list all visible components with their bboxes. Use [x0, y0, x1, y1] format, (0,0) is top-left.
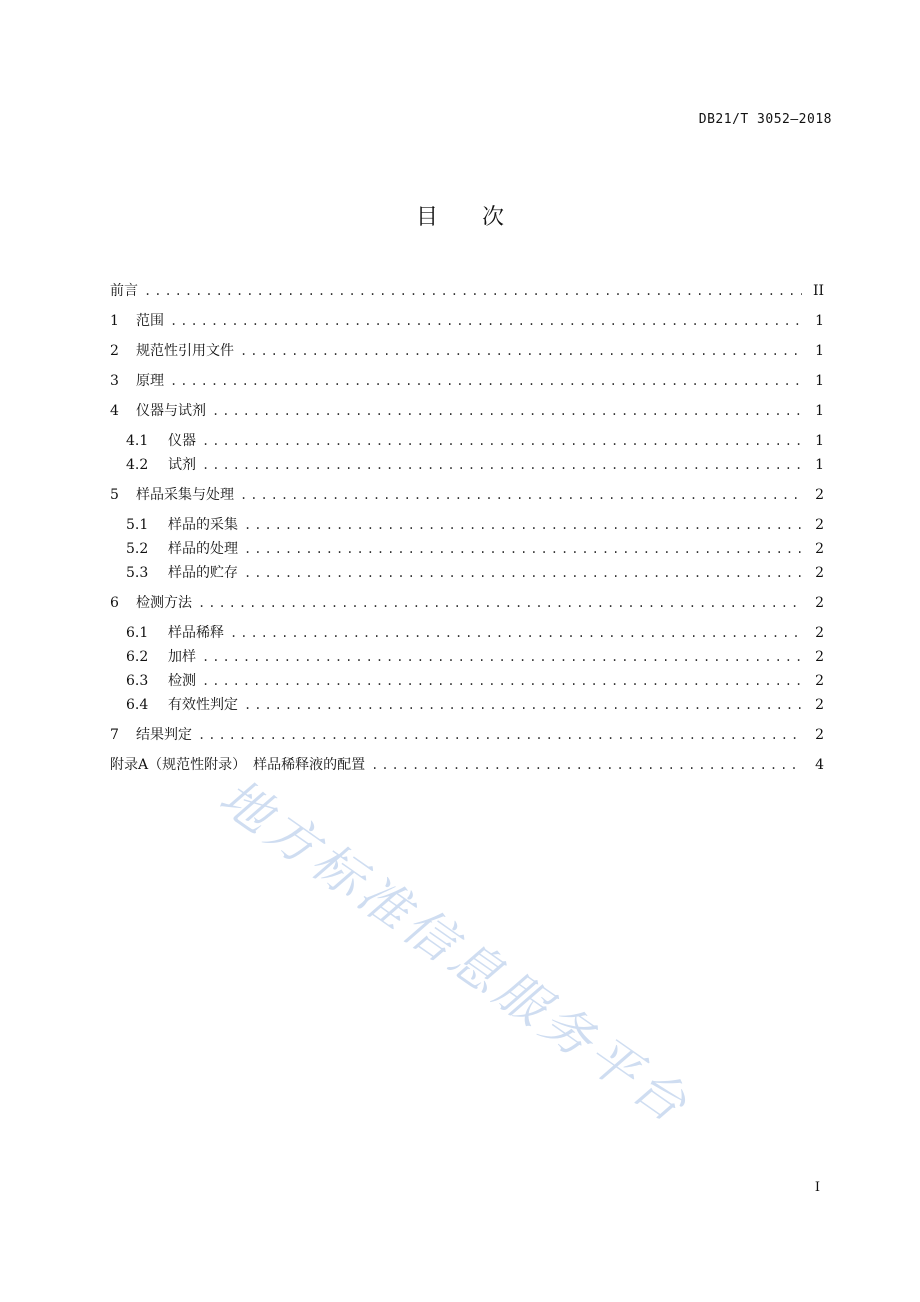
toc-entry-page: 1 — [815, 403, 824, 419]
toc-entry-page: 2 — [815, 565, 824, 581]
toc-entry-page: 2 — [815, 727, 824, 743]
toc-entry-label: 有效性判定 — [168, 697, 238, 713]
toc-entry-label: 结果判定 — [136, 727, 192, 743]
toc-entry-page: 2 — [815, 487, 824, 503]
toc-entry-page: 2 — [815, 625, 824, 641]
toc-entry[interactable] — [110, 591, 824, 615]
toc-entry-number: 4.1 — [126, 433, 149, 449]
watermark-text: 地方标准信息服务平台 — [209, 767, 702, 1137]
toc-entry-page: 2 — [815, 673, 824, 689]
toc-entry-label: 样品稀释 — [168, 625, 224, 641]
toc-entry-page: 1 — [815, 373, 824, 389]
toc-entry-page: 2 — [815, 649, 824, 665]
toc-entry-label: 样品的贮存 — [168, 565, 238, 581]
toc-entry[interactable] — [110, 309, 824, 333]
dot-leader — [212, 399, 802, 423]
toc-entry-number: 4.2 — [126, 457, 149, 473]
toc-entry-label: 原理 — [136, 373, 164, 389]
toc-subentry[interactable] — [110, 561, 824, 585]
toc-subentry[interactable] — [110, 453, 824, 477]
dot-leader — [230, 621, 802, 645]
toc-entry[interactable] — [110, 483, 824, 507]
toc-subentry[interactable] — [110, 645, 824, 669]
toc-entry-label: 试剂 — [168, 457, 196, 473]
dot-leader — [170, 369, 802, 393]
dot-leader — [244, 561, 802, 585]
toc-entry-number: 4 — [110, 403, 119, 419]
toc-entry-label: 规范性引用文件 — [136, 343, 234, 359]
toc-entry-label: 样品的采集 — [168, 517, 238, 533]
dot-leader — [198, 723, 802, 747]
toc-entry-number: 5.2 — [126, 541, 149, 557]
toc-entry-page: 2 — [815, 697, 824, 713]
toc-entry-appendix[interactable] — [110, 753, 824, 777]
toc-subentry[interactable] — [110, 429, 824, 453]
dot-leader — [240, 483, 802, 507]
toc-entry-number: 3 — [110, 373, 119, 389]
page-number: I — [814, 1180, 820, 1195]
toc-entry-page: II — [812, 283, 824, 299]
dot-leader — [244, 537, 802, 561]
toc-entry-number: 7 — [110, 727, 119, 743]
toc-entry-label: 前言 — [110, 283, 138, 299]
toc-entry-label: 加样 — [168, 649, 196, 665]
toc-entry-page: 2 — [815, 517, 824, 533]
dot-leader — [244, 513, 802, 537]
toc-entry-page: 1 — [815, 343, 824, 359]
table-of-contents — [110, 279, 824, 777]
toc-entry-number: 2 — [110, 343, 119, 359]
toc-entry-page: 2 — [815, 541, 824, 557]
toc-entry[interactable] — [110, 279, 824, 303]
dot-leader — [202, 453, 802, 477]
toc-entry[interactable] — [110, 723, 824, 747]
toc-entry[interactable] — [110, 339, 824, 363]
toc-entry-page: 1 — [815, 433, 824, 449]
toc-entry[interactable] — [110, 369, 824, 393]
dot-leader — [170, 309, 802, 333]
toc-entry-number: 6.2 — [126, 649, 149, 665]
standard-code: DB21/T 3052—2018 — [698, 112, 832, 127]
toc-entry-number: 6.3 — [126, 673, 149, 689]
dot-leader — [202, 645, 802, 669]
dot-leader — [244, 693, 802, 717]
toc-entry-page: 1 — [815, 457, 824, 473]
toc-entry-label: 检测方法 — [136, 595, 192, 611]
page-title: 目 次 — [415, 205, 504, 230]
toc-entry-number: 5 — [110, 487, 119, 503]
toc-subentry[interactable] — [110, 513, 824, 537]
toc-entry-number: 6.1 — [126, 625, 149, 641]
toc-entry-page: 4 — [815, 757, 824, 773]
toc-entry-page: 2 — [815, 595, 824, 611]
dot-leader — [202, 429, 802, 453]
toc-entry-number: 5.3 — [126, 565, 149, 581]
toc-entry-label: 仪器 — [168, 433, 196, 449]
dot-leader — [202, 669, 802, 693]
toc-entry-label: 样品的处理 — [168, 541, 238, 557]
dot-leader — [371, 753, 802, 777]
dot-leader — [240, 339, 802, 363]
toc-entry-label: 仪器与试剂 — [136, 403, 206, 419]
toc-entry-label: 范围 — [136, 313, 164, 329]
dot-leader — [198, 591, 802, 615]
toc-subentry[interactable] — [110, 537, 824, 561]
toc-entry-label: 附录A（规范性附录） 样品稀释液的配置 — [110, 757, 366, 773]
toc-entry-number: 5.1 — [126, 517, 149, 533]
toc-entry[interactable] — [110, 399, 824, 423]
toc-entry-page: 1 — [815, 313, 824, 329]
toc-entry-number: 6.4 — [126, 697, 149, 713]
toc-entry-label: 样品采集与处理 — [136, 487, 234, 503]
toc-subentry[interactable] — [110, 669, 824, 693]
toc-entry-number: 1 — [110, 313, 119, 329]
toc-entry-label: 检测 — [168, 673, 196, 689]
toc-subentry[interactable] — [110, 693, 824, 717]
toc-entry-number: 6 — [110, 595, 119, 611]
dot-leader — [144, 279, 802, 303]
toc-subentry[interactable] — [110, 621, 824, 645]
